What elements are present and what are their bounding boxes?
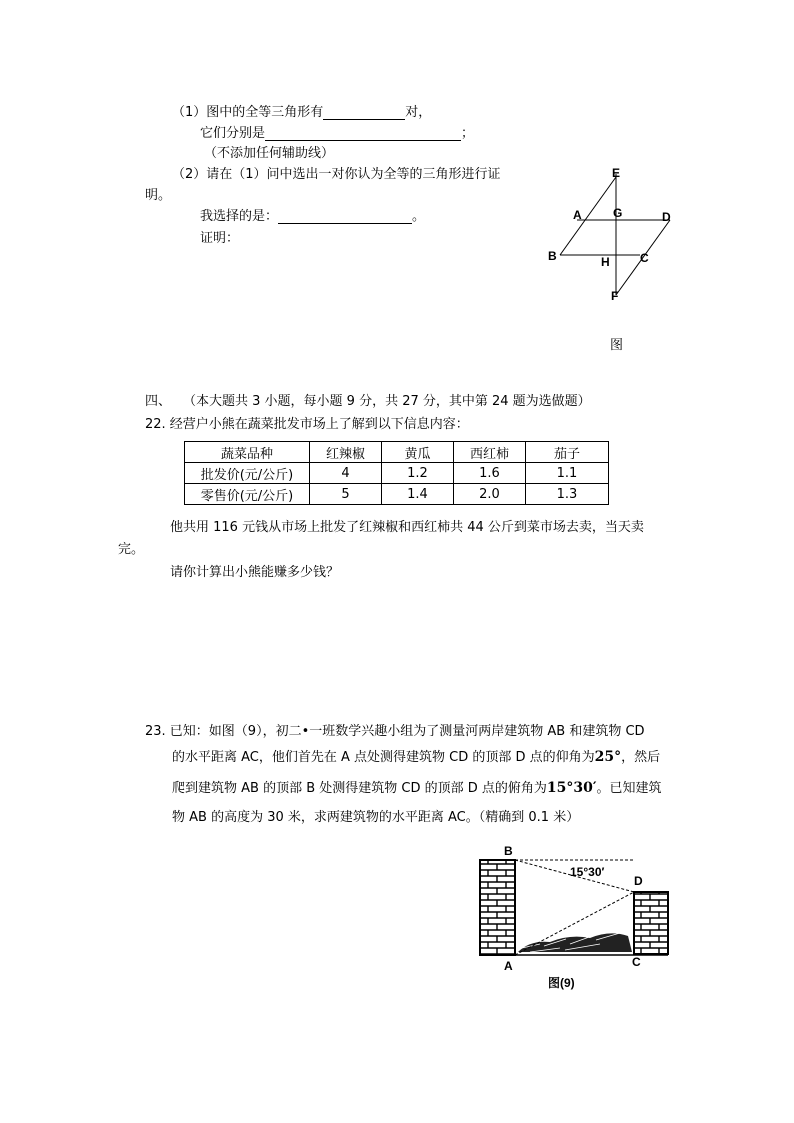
q21-figure-caption: 图 <box>610 338 624 353</box>
q23-line2 <box>172 746 660 765</box>
table-cell: 批发价(元/公斤) <box>185 463 310 484</box>
vegetable-price-table <box>184 441 609 505</box>
q23-line3-text: 爬到建筑物 AB 的顶部 B 处测得建筑物 CD 的顶部 D 点的俯角为 <box>172 781 547 796</box>
q23-line4: 物 AB 的高度为 30 米，求两建筑物的水平距离 AC。（精确到 0.1 米） <box>172 810 580 825</box>
q21-part1-line2-text: 它们分别是 <box>200 126 266 141</box>
q21-part1-line1 <box>172 101 431 120</box>
table-header-cell: 红辣椒 <box>310 442 382 463</box>
figure-caption: 图(9) <box>548 976 575 990</box>
label-D: D <box>634 874 643 888</box>
table-cell: 1.2 <box>382 463 454 484</box>
q21-part1-text: （1）图中的全等三角形有 <box>172 105 324 120</box>
table-cell: 1.6 <box>454 463 526 484</box>
q22-question: 请你计算出小熊能赚多少钱？ <box>170 565 340 580</box>
q23-line3-suffix: 。已知建筑 <box>596 781 662 796</box>
q21-part1-line2 <box>200 122 474 141</box>
table-header-cell: 茄子 <box>526 442 609 463</box>
label-B: B <box>504 844 513 858</box>
q21-proof-label: 证明： <box>200 231 240 246</box>
q21-choice-suffix: 。 <box>412 209 426 224</box>
table-cell: 1.1 <box>526 463 609 484</box>
q21-part1-line2-suffix: ； <box>461 126 475 141</box>
q21-part1-suffix: 对， <box>405 105 432 120</box>
table-cell: 4 <box>310 463 382 484</box>
q23-line2-text: 的水平距离 AC，他们首先在 A 点处测得建筑物 CD 的顶部 D 点的仰角为 <box>172 750 595 765</box>
section4-header: （本大题共 3 小题，每小题 9 分，共 27 分，其中第 24 题为选做题） <box>183 394 591 409</box>
label-F: F <box>611 289 619 303</box>
building-AB <box>480 860 515 955</box>
q21-part2-line1: （2）请在（1）问中选出一对你认为全等的三角形进行证 <box>172 167 501 182</box>
table-cell: 零售价(元/公斤) <box>185 484 310 505</box>
label-H: H <box>601 255 610 269</box>
line-BE <box>560 177 616 255</box>
q23-angle-elevation: 25° <box>594 749 622 765</box>
label-E: E <box>612 166 621 180</box>
table-header-cell: 西红柿 <box>454 442 526 463</box>
building-CD <box>634 892 668 954</box>
label-G: G <box>613 206 623 220</box>
label-A: A <box>573 208 582 222</box>
q22-text-line1: 他共用 116 元钱从市场上批发了红辣椒和西红柿共 44 公斤到菜市场去卖，当天卖 <box>170 520 644 535</box>
table-cell: 5 <box>310 484 382 505</box>
q23-building-figure <box>470 840 680 995</box>
q22-text-line2: 完。 <box>118 542 145 557</box>
table-row <box>185 484 609 505</box>
q21-answer-blank-count[interactable] <box>323 105 405 120</box>
label-B: B <box>548 249 557 263</box>
q21-answer-blank-pairs[interactable] <box>265 126 461 141</box>
table-cell: 2.0 <box>454 484 526 505</box>
q21-choice-line <box>200 205 425 224</box>
q21-choice-blank[interactable] <box>278 209 412 224</box>
q21-choice-label: 我选择的是： <box>200 209 279 224</box>
label-D: D <box>662 210 671 224</box>
label-A: A <box>504 959 513 973</box>
q23-angle-depression: 15°30′ <box>546 780 597 796</box>
q21-part1-note: （不添加任何辅助线） <box>204 146 335 161</box>
table-cell: 1.3 <box>526 484 609 505</box>
q21-part2-line2: 明。 <box>145 188 172 203</box>
label-C: C <box>632 955 641 969</box>
q22-intro: 22. 经营户小熊在蔬菜批发市场上了解到以下信息内容： <box>145 417 469 432</box>
table-header-row <box>185 442 609 463</box>
river-rocks <box>518 933 632 952</box>
section4-number: 四、 <box>145 394 172 409</box>
q23-line1: 23. 已知：如图（9），初二•一班数学兴趣小组为了测量河两岸建筑物 AB 和建筑物 CD <box>145 724 645 739</box>
q23-line3 <box>172 777 662 796</box>
q23-line2-suffix: ，然后 <box>621 750 661 765</box>
table-row <box>185 463 609 484</box>
q21-geometry-figure <box>540 165 680 305</box>
angle-label: 15°30′ <box>570 865 605 879</box>
label-C: C <box>640 251 649 265</box>
table-header-cell: 蔬菜品种 <box>185 442 310 463</box>
table-header-cell: 黄瓜 <box>382 442 454 463</box>
table-cell: 1.4 <box>382 484 454 505</box>
